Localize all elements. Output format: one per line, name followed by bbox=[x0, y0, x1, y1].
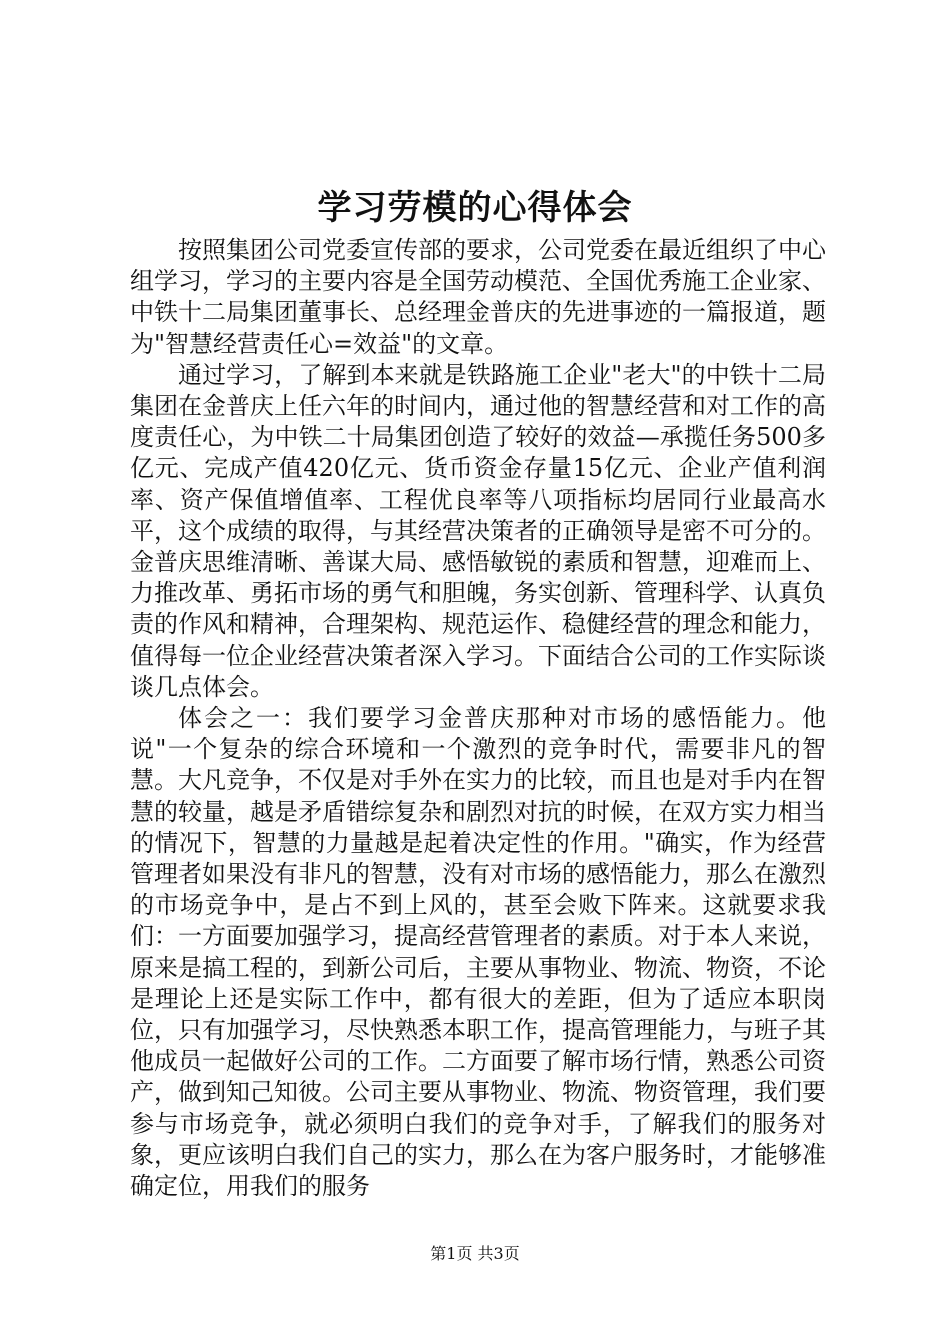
paragraph-learning: 通过学习，了解到本来就是铁路施工企业"老大"的中铁十二局集团在金普庆上任六年的时间内，通过他的智慧经营和对工作的高度责任心，为中铁二十局集团创造了较好的效益—承揽任务500多亿元、完成产值420亿元、货币资金存量15亿元、企业产值利润率、资产保值增值率、工程优良率等八项指标均居同行业最高水平，这个成绩的取得，与其经营决策者的正确领导是密不可分的。金普庆思维清晰、善谋大局、感悟敏锐的素质和智慧，迎难而上、力推改革、勇拓市场的勇气和胆魄，务实创新、管理科学、认真负责的作风和精神，合理架构、规范运作、稳健经营的理念和能力，值得每一位企业经营决策者深入学习。下面结合公司的工作实际谈谈几点体会。 bbox=[130, 360, 826, 701]
document-body bbox=[130, 235, 826, 1202]
document-title: 学习劳模的心得体会 bbox=[317, 188, 633, 228]
paragraph-insight-one: 体会之一：我们要学习金普庆那种对市场的感悟能力。他说"一个复杂的综合环境和一个激烈的竞争时代，需要非凡的智慧。大凡竞争，不仅是对手外在实力的比较，而且也是对手内在智慧的较量，越是矛盾错综复杂和剧烈对抗的时候，在双方实力相当的情况下，智慧的力量越是起着决定性的作用。"确实，作为经营管理者如果没有非凡的智慧，没有对市场的感悟能力，那么在激烈的市场竞争中，是占不到上风的，甚至会败下阵来。这就要求我们：一方面要加强学习，提高经营管理者的素质。对于本人来说，原来是搞工程的，到新公司后，主要从事物业、物流、物资，不论是理论上还是实际工作中，都有很大的差距，但为了适应本职岗位，只有加强学习，尽快熟悉本职工作，提高管理能力，与班子其他成员一起做好公司的工作。二方面要了解市场行情，熟悉公司资产，做到知己知彼。公司主要从事物业、物流、物资管理，我们要参与市场竞争，就必须明白我们的竞争对手，了解我们的服务对象，更应该明白我们自己的实力，那么在为客户服务时，才能够准确定位，用我们的服务 bbox=[130, 704, 826, 1201]
page-number-footer: 第1页 共3页 bbox=[430, 1244, 520, 1263]
paragraph-intro: 按照集团公司党委宣传部的要求，公司党委在最近组织了中心组学习，学习的主要内容是全国劳动模范、全国优秀施工企业家、中铁十二局集团董事长、总经理金普庆的先进事迹的一篇报道，题为"智慧经营责任心=效益"的文章。 bbox=[130, 236, 826, 358]
